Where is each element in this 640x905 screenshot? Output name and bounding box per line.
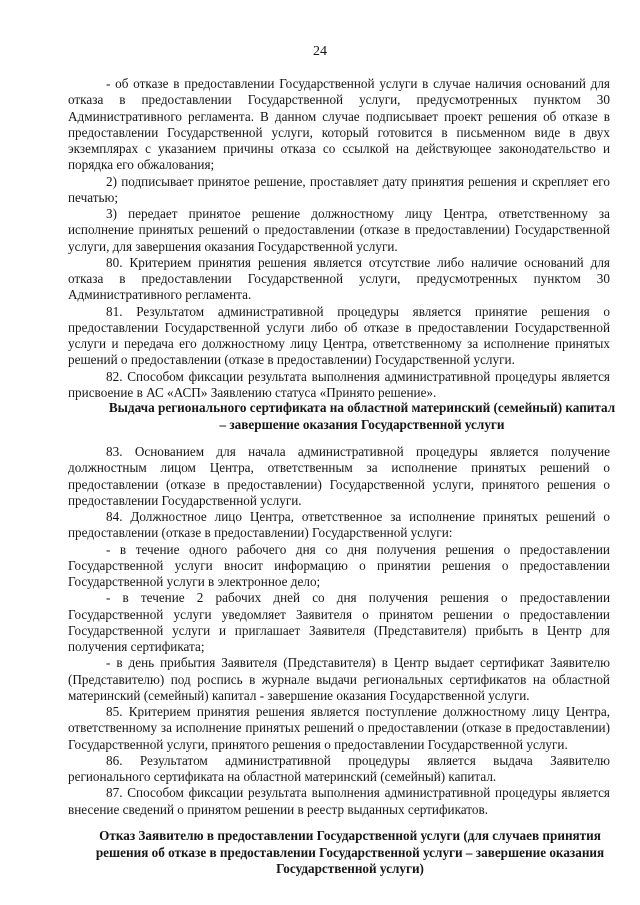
paragraph-82: 82. Способом фиксации результата выполнения административной процедуры является присвоение в АС «АСП» Заявлению статуса «Принято решение». xyxy=(68,368,610,400)
paragraph-sign-decision: 2) подписывает принятое решение, проставляет дату принятия решения и скрепляет его печатью; xyxy=(68,173,610,205)
paragraph-refusal-decision: - об отказе в предоставлении Государственной услуги в случае наличия оснований для отказа в предоставлении Государственной услуги, предусмотренных пунктом 30 Административного регламента. В данном случае подписывает проект решения об отказе в предоставлении Государственной услуги, который готовится в письменном виде в двух экземплярах с указанием причины отказа со ссылкой на действующее законодательство и порядка его обжалования; xyxy=(68,76,610,173)
list-item-notify-applicant: - в течение 2 рабочих дней со дня получения решения о предоставлении Государственной услуги уведомляет Заявителя о принятом решении о предоставлении Государственной услуги и приглашает Заявителя (Представителя) прибыть в Центр для получения сертификата; xyxy=(68,590,610,654)
section-decision-text xyxy=(68,76,610,401)
list-item-issue-certificate: - в день прибытия Заявителя (Представителя) в Центр выдает сертификат Заявителю (Представителю) под роспись в журнале выдачи региональных сертификатов на областной материнский (семейный) капитал - завершение оказания Государственной услуги. xyxy=(68,655,610,703)
paragraph-86: 86. Результатом административной процедуры является выдача Заявителю регионального сертификата на областной материнский (семейный) капитал. xyxy=(68,752,610,784)
paragraph-80: 80. Критерием принятия решения является отсутствие либо наличие оснований для отказа в предоставлении Государственной услуги, предусмотренных пунктом 30 Административного регламента. xyxy=(68,254,610,303)
paragraph-87: 87. Способом фиксации результата выполнения административной процедуры является внесение сведений о принятом решении в реестр выданных сертификатов. xyxy=(68,785,610,817)
section-heading-certificate: Выдача регионального сертификата на областной материнский (семейный) капитал – завершение оказания Государственной услуги xyxy=(108,400,616,432)
section-certificate-text xyxy=(68,444,610,818)
paragraph-83: 83. Основанием для начала административной процедуры является получение должностным лицом Центра, ответственным за исполнение принятых решений о предоставлении (отказе в предоставлении) Государственной услуги, принятого решения о предоставлении Государственной услуги. xyxy=(68,444,610,508)
page-number: 24 xyxy=(313,44,327,59)
section-heading-refusal: Отказ Заявителю в предоставлении Государственной услуги (для случаев принятия решения об отказе в предоставлении Государственной услуги – завершение оказания Государственной услуги) xyxy=(95,828,605,876)
paragraph-81: 81. Результатом административной процедуры является принятие решения о предоставлении Государственной услуги либо об отказе в предоставлении Государственной услуги и передача его должностному лицу Центра, ответственному за исполнение принятых решений о предоставлении (отказе в предоставлении) Государственной услуги. xyxy=(68,303,610,368)
paragraph-84: 84. Должностное лицо Центра, ответственное за исполнение принятых решений о предоставлении (отказе в предоставлении) Государственной услуги: xyxy=(68,509,610,541)
paragraph-85: 85. Критерием принятия решения является поступление должностному лицу Центра, ответственному за исполнение принятых решений о предоставлении (отказе в предоставлении) Государственной услуги, принятого решения о предоставлении Государственной услуги. xyxy=(68,704,610,752)
paragraph-transfer-decision: 3) передает принятое решение должностному лицу Центра, ответственному за исполнение принятых решений о предоставлении (отказе в предоставлении) Государственной услуги, для завершения оказания Государственной услуги. xyxy=(68,206,610,254)
list-item-record-decision: - в течение одного рабочего дня со дня получения решения о предоставлении Государственной услуги вносит информацию о принятии решения о предоставлении Государственной услуги в электронное дело; xyxy=(68,541,610,589)
